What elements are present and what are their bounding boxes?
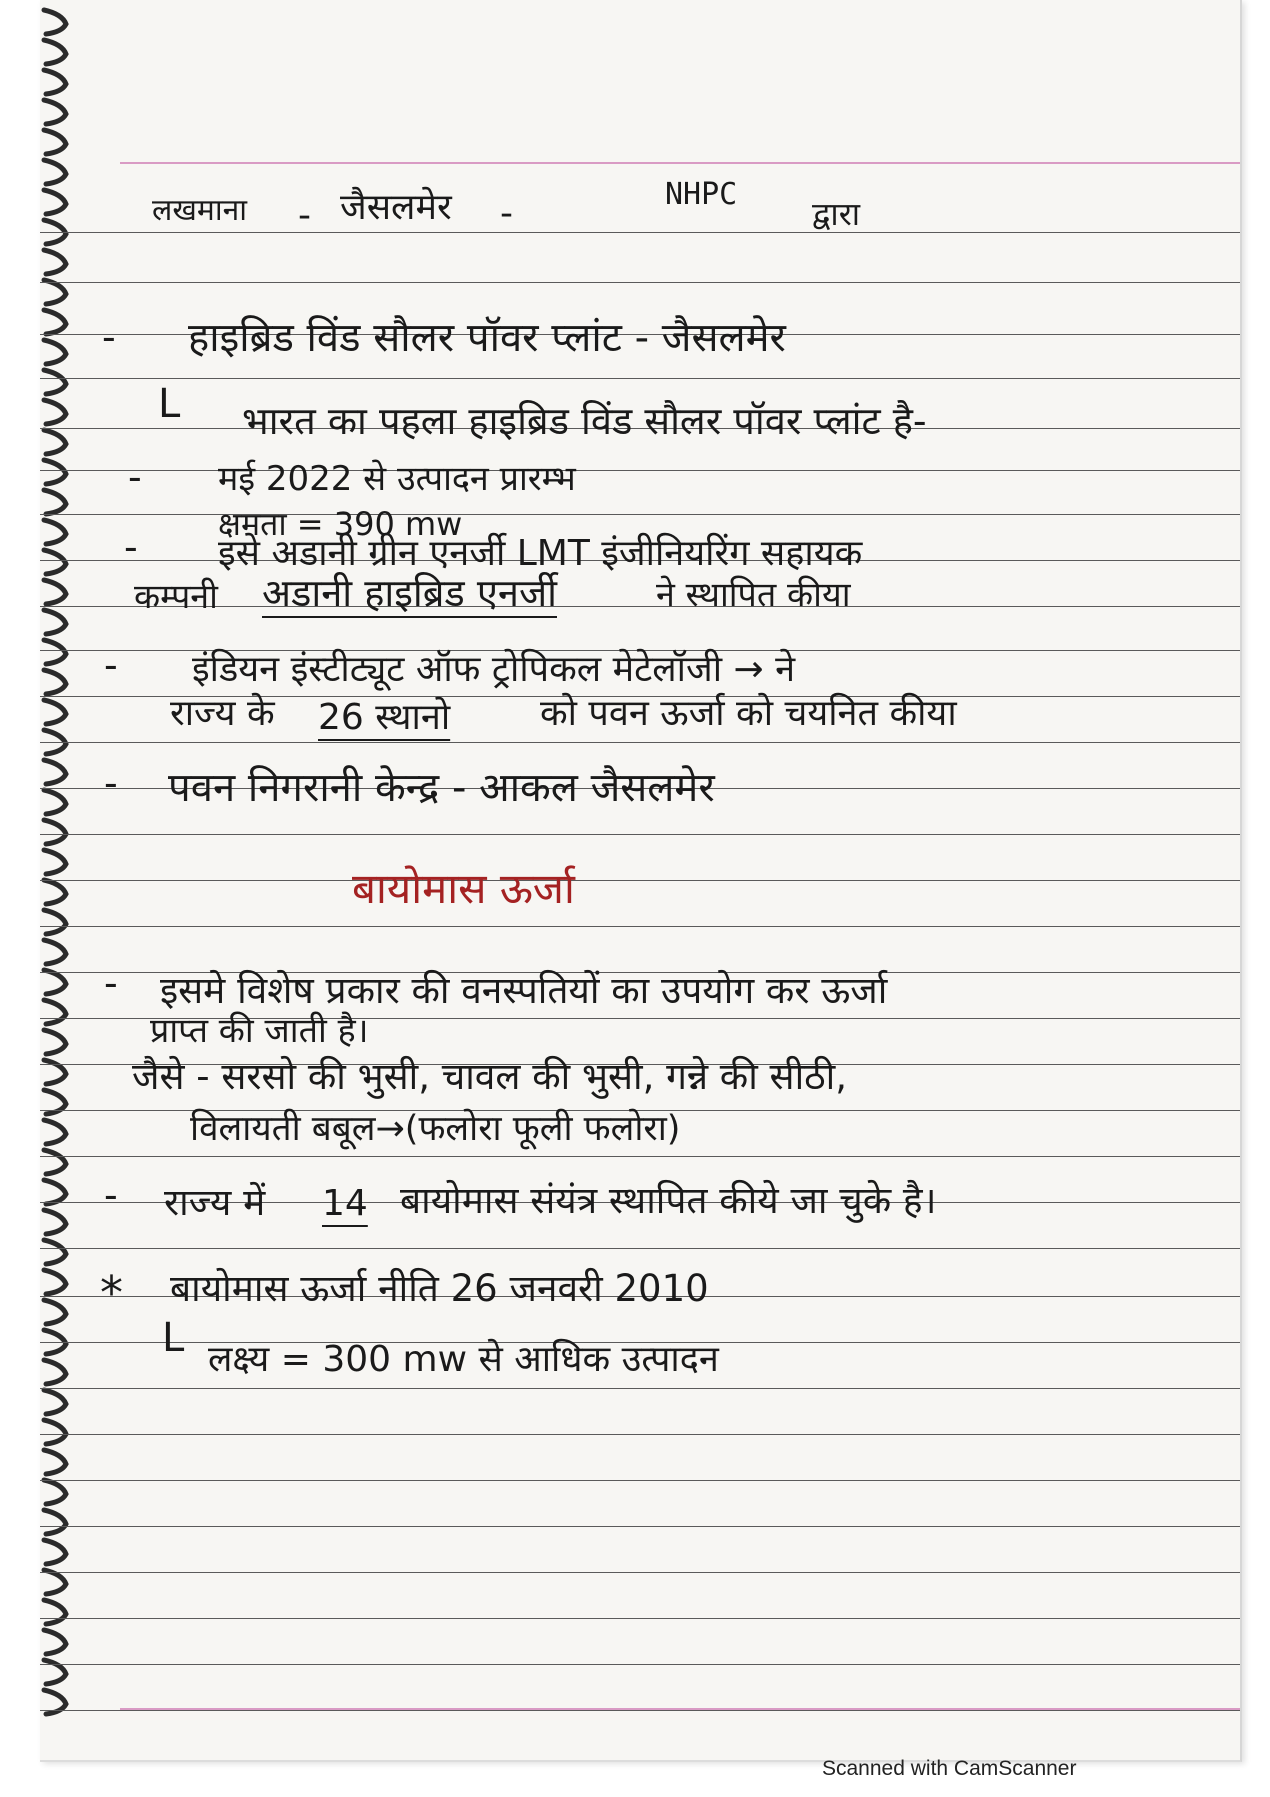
ruled-line (40, 1710, 1240, 1711)
line-15-text-3: बायोमास संयंत्र स्थापित कीये जा चुके है। (400, 1179, 937, 1222)
line-3-text: भारत का पहला हाइब्रिड विंड सौलर पॉवर प्लांट है- (242, 399, 927, 443)
section-heading: बायोमास ऊर्जा (352, 864, 575, 913)
ruled-line (40, 378, 1240, 379)
line-3-mark: L (158, 381, 181, 427)
spiral-ring (44, 940, 66, 964)
spiral-ring (44, 190, 66, 214)
spiral-ring (44, 550, 66, 574)
line-15-text-2: 14 (322, 1183, 368, 1224)
spiral-ring (44, 1240, 66, 1264)
line-15-bullet: - (104, 1173, 118, 1217)
spiral-ring (44, 910, 66, 934)
spiral-ring (44, 340, 66, 364)
ruled-line (40, 926, 1240, 927)
spiral-ring (44, 1270, 66, 1294)
line-12-text: प्राप्त की जाती है। (150, 1011, 369, 1051)
line-8-text: इंडियन इंस्टीट्यूट ऑफ ट्रोपिकल मेटेलॉजी → ने (192, 649, 796, 690)
spiral-ring (44, 970, 66, 994)
spiral-ring (44, 1600, 66, 1624)
spiral-ring (44, 1360, 66, 1384)
spiral-ring (44, 1150, 66, 1174)
line-16-text: बायोमास ऊर्जा नीति 26 जनवरी 2010 (170, 1267, 709, 1310)
notebook-sheet (40, 0, 1242, 1762)
spiral-ring (44, 460, 66, 484)
spiral-ring (44, 820, 66, 844)
line-6-bullet: - (124, 525, 138, 569)
line-2-bullet: - (102, 315, 116, 359)
spiral-ring (44, 1480, 66, 1504)
line-1-dash-2: - (500, 193, 513, 234)
ruled-line (40, 282, 1240, 283)
ruled-line (40, 606, 1240, 607)
spiral-ring (44, 580, 66, 604)
ruled-line (40, 1664, 1240, 1665)
line-2-text: हाइब्रिड विंड सौलर पॉवर प्लांट - जैसलमेर (188, 315, 786, 361)
ruled-line (40, 1248, 1240, 1249)
line-11-bullet: - (104, 961, 118, 1005)
spiral-ring (44, 430, 66, 454)
margin-line (120, 162, 1240, 164)
spiral-ring (44, 1540, 66, 1564)
spiral-ring (44, 370, 66, 394)
spiral-ring (44, 610, 66, 634)
spiral-ring (44, 130, 66, 154)
spiral-ring (44, 850, 66, 874)
scanner-watermark: Scanned with CamScanner (822, 1757, 1077, 1780)
spiral-ring (44, 790, 66, 814)
spiral-ring (44, 520, 66, 544)
spiral-ring (44, 700, 66, 724)
spiral-ring (44, 670, 66, 694)
margin-line (120, 1708, 1240, 1710)
spiral-ring (44, 1000, 66, 1024)
spiral-ring (44, 1390, 66, 1414)
line-10-bullet: - (104, 761, 118, 805)
line-9-text-1: राज्य के (170, 693, 275, 734)
spiral-ring (44, 70, 66, 94)
line-17-mark: L (162, 1315, 185, 1361)
ruled-line (40, 1526, 1240, 1527)
spiral-ring (44, 1420, 66, 1444)
line-8-bullet: - (104, 643, 118, 687)
spiral-ring (44, 490, 66, 514)
line-11-text: इसमे विशेष प्रकार की वनस्पतियों का उपयोग कर ऊर्जा (160, 969, 888, 1012)
line-1-dash-1: - (298, 195, 311, 236)
ruled-line (40, 1618, 1240, 1619)
line-1-part-2: जैसलमेर (340, 187, 452, 228)
spiral-ring (44, 1570, 66, 1594)
spiral-ring (44, 310, 66, 334)
ruled-line (40, 834, 1240, 835)
spiral-ring (44, 1180, 66, 1204)
spiral-ring (44, 1510, 66, 1534)
ruled-line (40, 1388, 1240, 1389)
spiral-ring (44, 1630, 66, 1654)
spiral-ring (44, 40, 66, 64)
spiral-ring (44, 1030, 66, 1054)
line-1-part-3: NHPC (665, 177, 738, 212)
line-14-text: विलायती बबूल→(फलोरा फूली फलोरा) (190, 1109, 681, 1149)
spiral-ring (44, 10, 66, 34)
line-4-bullet: - (128, 455, 142, 499)
spiral-ring (44, 1300, 66, 1324)
ruled-line (40, 880, 1240, 881)
line-9-text-3: को पवन ऊर्जा को चयनित कीया (540, 693, 957, 734)
spiral-ring (44, 1120, 66, 1144)
spiral-ring (44, 880, 66, 904)
line-4-text: मई 2022 से उत्पादन प्रारम्भ (218, 459, 576, 499)
line-5-text: क्षमता = 390 mw (218, 505, 463, 543)
ruled-line (40, 232, 1240, 233)
line-7-text-3: ने स्थापित कीया (656, 575, 851, 615)
spiral-ring (44, 760, 66, 784)
spiral-ring (44, 640, 66, 664)
spiral-ring (44, 1450, 66, 1474)
spiral-ring (44, 160, 66, 184)
line-13-text: जैसे - सरसो की भुसी, चावल की भुसी, गन्ने की सीठी, (132, 1055, 847, 1098)
line-17-text: लक्ष्य = 300 mw से आधिक उत्पादन (208, 1339, 719, 1380)
ruled-line (40, 1156, 1240, 1157)
line-7-text-2: अडानी हाइब्रिड एनर्जी (262, 571, 557, 615)
spiral-ring (44, 100, 66, 124)
line-7-text-1: कम्पनी (134, 577, 218, 617)
line-1-part-1: लखमाना (152, 193, 248, 228)
line-9-text-2: 26 स्थानो (318, 697, 451, 738)
ruled-line (40, 1480, 1240, 1481)
ruled-line (40, 742, 1240, 743)
spiral-ring (44, 400, 66, 424)
line-16-star: * (100, 1266, 123, 1320)
spiral-ring (44, 280, 66, 304)
line-15-text-1: राज्य में (164, 1181, 266, 1224)
line-6-text: इसे अडानी ग्रीन एनर्जी LMT इंजीनियरिंग सहायक (218, 533, 863, 574)
spiral-ring (44, 250, 66, 274)
line-1-part-4: द्वारा (812, 195, 861, 233)
ruled-line (40, 1572, 1240, 1573)
line-10-text: पवन निगरानी केन्द्र - आकल जैसलमेर (168, 765, 715, 811)
spiral-ring (44, 1210, 66, 1234)
ruled-line (40, 1434, 1240, 1435)
